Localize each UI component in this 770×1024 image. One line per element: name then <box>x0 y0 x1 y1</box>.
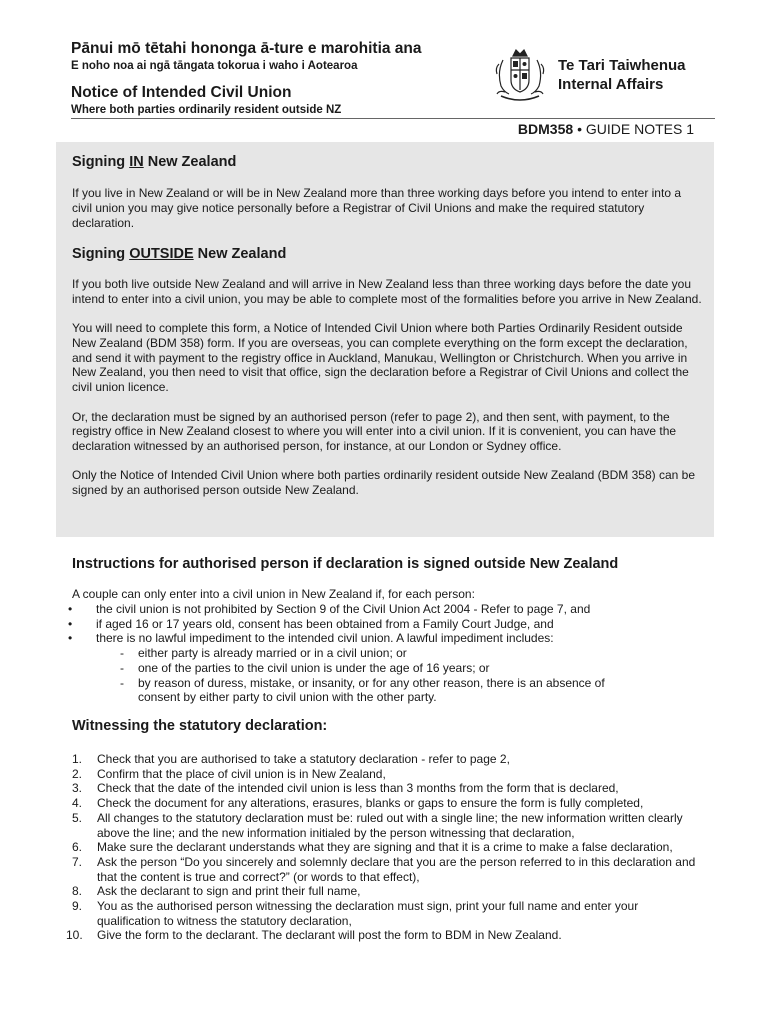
header-divider <box>71 118 715 119</box>
guide-notes-label: GUIDE NOTES 1 <box>585 121 694 137</box>
step-item: 10. Give the form to the declarant. The declarant will post the form to BDM in New Zealand. <box>66 928 562 943</box>
sub-list-item: - by reason of duress, mistake, or insanity, or for any other reason, there is an absence of consent by either party to civil union with the other party. <box>120 675 605 705</box>
sub-list-item: - one of the parties to the civil union is under the age of 16 years; or <box>120 660 490 675</box>
paragraph: If you both live outside New Zealand and will arrive in New Zealand less than three working days before the date you intend to enter into a civil union, you may be able to complete most of the formalities before you arrive in New Zealand. <box>72 277 702 306</box>
witnessing-steps <box>62 752 702 943</box>
step-item: 5. All changes to the statutory declaration must be: ruled out with a single line; the new information written clearly above the line; and the new information initialed by the person witnessing that declaration, <box>72 810 683 840</box>
step-item: 2. Confirm that the place of civil union is in New Zealand, <box>72 766 386 781</box>
form-code-line <box>518 121 694 137</box>
org-name-maori: Te Tari Taiwhenua <box>558 57 686 74</box>
step-item: 8. Ask the declarant to sign and print their full name, <box>72 884 361 899</box>
form-code: BDM358 <box>517 121 574 137</box>
step-item: 3. Check that the date of the intended civil union is less than 3 months from the form that is declared, <box>72 781 619 796</box>
code-separator: • <box>577 121 582 137</box>
instructions-list <box>62 602 702 705</box>
step-item: 1. Check that you are authorised to take a statutory declaration - refer to page 2, <box>72 752 510 766</box>
paragraph: Or, the declaration must be signed by an authorised person (refer to page 2), and then sent, with payment, to the registry office in New Zealand closest to where you will enter into a civil union. If it is convenient, you can have the declaration witnessed by an authorised person, for instance, at our London or Sydney office. <box>72 409 677 454</box>
paragraph: You will need to complete this form, a Notice of Intended Civil Union where both Parties Ordinarily Resident outside New Zealand (BDM 358) form. If you are overseas, you can complete everything on the form except the declaration, and send it with payment to the registry office in Auckland, Manukau, Wellington or Christchurch. When you arrive in New Zealand, you then need to visit that office, sign the declaration before a Registrar of Civil Unions and collect the civil union licence. <box>72 321 689 395</box>
sub-list-item: - either party is already married or in a civil union; or <box>120 646 407 661</box>
page-subtitle: Where both parties ordinarily resident outside NZ <box>71 104 342 116</box>
signing-in-paragraph: If you live in New Zealand or will be in New Zealand more than three working days before you intend to enter into a civil union you may give notice personally before a Registrar of Civil Unions and make the required statutory declaration. <box>72 186 681 230</box>
paragraph: Only the Notice of Intended Civil Union where both parties ordinarily resident outside New Zealand (BDM 358) can be signed by an authorised person outside New Zealand. <box>72 468 695 498</box>
page-title: Notice of Intended Civil Union <box>71 84 292 101</box>
signing-outside-text <box>72 277 702 513</box>
step-item: 6. Make sure the declarant understands what they are signing and that it is a crime to make a false declaration, <box>72 840 673 855</box>
heading-instructions: Instructions for authorised person if declaration is signed outside New Zealand <box>72 556 619 572</box>
step-item: 9. You as the authorised person witnessing the declaration must sign, print your full name and enter your qualification to witness the statutory declaration, <box>72 899 639 928</box>
coat-of-arms-logo <box>489 46 551 104</box>
heading-signing-outside: Signing OUTSIDE New Zealand <box>72 246 287 262</box>
maori-title: Pānui mō tētahi hononga ā-ture e marohitia ana <box>71 40 422 57</box>
list-item: • if aged 16 or 17 years old, consent has been obtained from a Family Court Judge, and <box>68 616 554 631</box>
step-item: 4. Check the document for any alterations, erasures, blanks or gaps to ensure the form is fully completed, <box>72 796 644 811</box>
list-item: • the civil union is not prohibited by Section 9 of the Civil Union Act 2004 - Refer to page 7, and <box>68 602 591 616</box>
org-name-english: Internal Affairs <box>558 76 664 93</box>
heading-witnessing: Witnessing the statutory declaration: <box>72 718 328 734</box>
instructions-intro: A couple can only enter into a civil union in New Zealand if, for each person: <box>72 587 475 601</box>
list-item: • there is no lawful impediment to the intended civil union. A lawful impediment includes: <box>68 631 554 646</box>
heading-signing-in: Signing IN New Zealand <box>72 154 237 170</box>
maori-subtitle: E noho noa ai ngā tāngata tokorua i waho i Aotearoa <box>71 60 358 72</box>
step-item: 7. Ask the person “Do you sincerely and solemnly declare that you are the person referred to in this declaration and that the content is true and correct?” (or words to that effect), <box>72 854 696 884</box>
